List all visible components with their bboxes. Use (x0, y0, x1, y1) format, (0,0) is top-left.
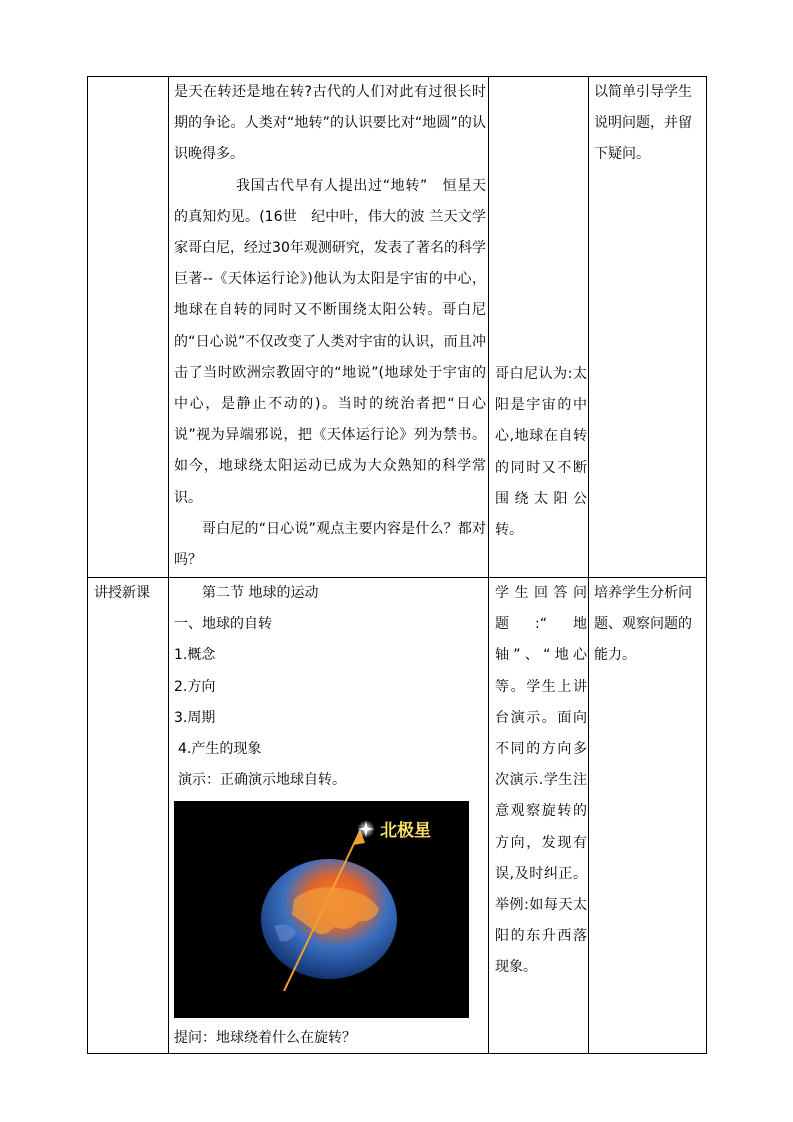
polaris-label: 北极星 (380, 821, 431, 841)
stage-label: 讲授新课 (94, 585, 150, 601)
section-title: 第二节 地球的运动 (202, 585, 319, 601)
rotation-question: 提问：地球绕着什么在旋转？ (174, 1030, 356, 1046)
outline-item: 1.概念 (174, 647, 216, 664)
lesson-table (87, 76, 707, 1054)
copernicus-paragraph: 我国古代早有人提出过“地转” 恒星天的真知灼见。(16世 纪中叶，伟大的波 兰天文学家哥白尼，经过30年观测研究，发表了著名的科学巨著--《天体运行论》)他认为太阳是宇宙的中心，地球在自转的同时又不断围绕太阳公转。哥白尼的“日心说”不仅改变了人类对宇宙的认识，而且冲击了当时欧洲宗教固守的“地说”(地球处于宇宙的中心，是静止不动的)。当时的统治者把“日心说”视为异端邪说，把《天体运行论》列为禁书。如今，地球绕太阳运动已成为大众熟知的科学常识。 (174, 177, 486, 506)
row2-student-activity: 学生回答问题:“地轴”、“地心等。学生上讲台演示。面向不同的方向多次演示.学生注意观察旋转的方向，发现有误,及时纠正。举例:如每天太阳的东升西落现象。 (495, 585, 587, 976)
outline-item: 一、地球的自转 (174, 616, 272, 633)
earth-rotation-illustration (174, 801, 469, 1018)
outline-item: 3.周期 (174, 709, 216, 726)
column-divider (168, 77, 169, 1053)
row1-student-activity: 哥白尼认为:太阳是宇宙的中心,地球在自转的同时又不断围绕太阳公转。 (495, 366, 587, 539)
column-divider (588, 77, 589, 1053)
row2-content (174, 578, 486, 796)
row1-design-purpose: 以简单引导学生说明问题，并留下疑问。 (594, 84, 692, 163)
outline-item: 2.方向 (174, 678, 216, 695)
row1-content (174, 77, 486, 576)
row2-design-purpose: 培养学生分析问题、观察问题的能力。 (594, 585, 692, 664)
intro-paragraph: 是天在转还是地在转?古代的人们对此有过很长时期的争论。人类对“地转”的认识要比对“地圆”的认识晚得多。 (174, 84, 486, 163)
question-paragraph: 哥白尼的“日心说”观点主要内容是什么？都对吗？ (174, 520, 486, 569)
outline-item: 4.产生的现象 (178, 741, 262, 758)
earth-rotation-figure (174, 801, 469, 1018)
column-divider (488, 77, 489, 1053)
demo-note: 演示：正确演示地球自转。 (178, 772, 346, 789)
